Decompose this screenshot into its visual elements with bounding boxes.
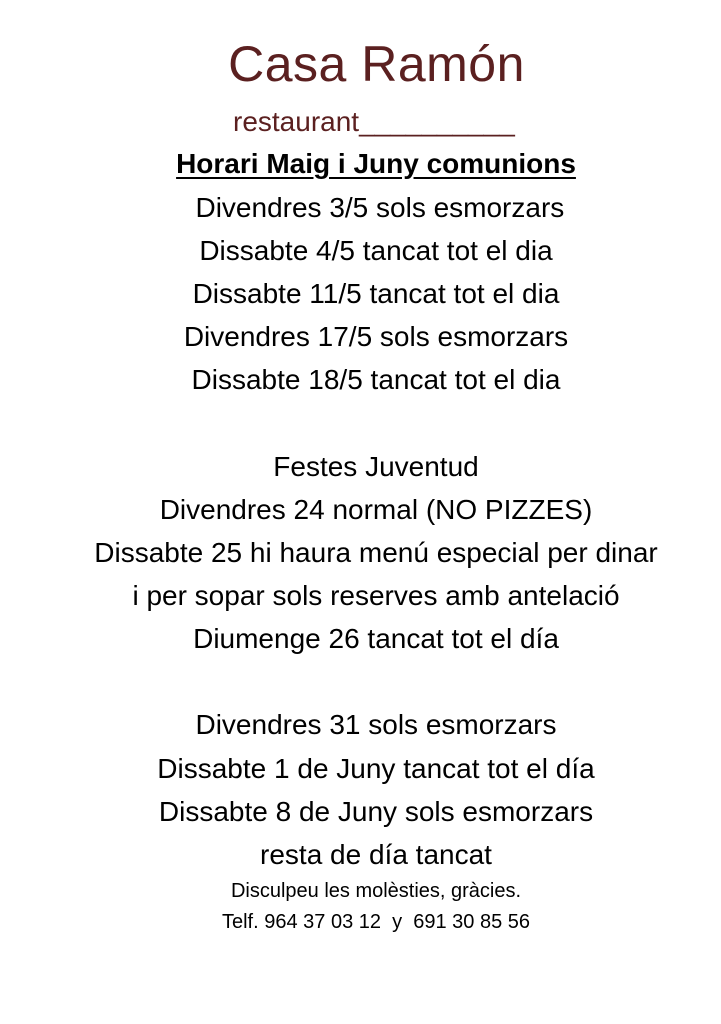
schedule-heading: Horari Maig i Juny comunions xyxy=(176,148,576,179)
festes-line-1: Divendres 24 normal (NO PIZZES) xyxy=(159,494,593,525)
festes-title: Festes Juventud xyxy=(273,451,479,482)
june-line-2: Dissabte 1 de Juny tancat tot el día xyxy=(157,753,595,784)
may-line-5: Dissabte 18/5 tancat tot el dia xyxy=(191,364,561,395)
restaurant-name: Casa Ramón xyxy=(228,36,525,92)
june-line-4: resta de día tancat xyxy=(260,839,492,870)
may-line-2: Dissabte 4/5 tancat tot el dia xyxy=(199,235,553,266)
festes-line-2: Dissabte 25 hi haura menú especial per dinar xyxy=(94,537,658,568)
may-line-3: Dissabte 11/5 tancat tot el dia xyxy=(192,278,560,309)
may-line-4: Divendres 17/5 sols esmorzars xyxy=(183,321,569,352)
june-line-3: Dissabte 8 de Juny sols esmorzars xyxy=(158,796,594,827)
festes-line-4: Diumenge 26 tancat tot el día xyxy=(193,623,559,654)
restaurant-subtitle: restaurant__________ xyxy=(233,106,515,137)
june-line-1: Divendres 31 sols esmorzars xyxy=(195,709,557,740)
phone-numbers: Telf. 964 37 03 12 y 691 30 85 56 xyxy=(221,911,531,933)
may-line-1: Divendres 3/5 sols esmorzars xyxy=(187,192,565,223)
festes-line-3: i per sopar sols reserves amb antelació xyxy=(132,580,620,611)
apology-text: Disculpeu les molèsties, gràcies. xyxy=(230,880,522,902)
